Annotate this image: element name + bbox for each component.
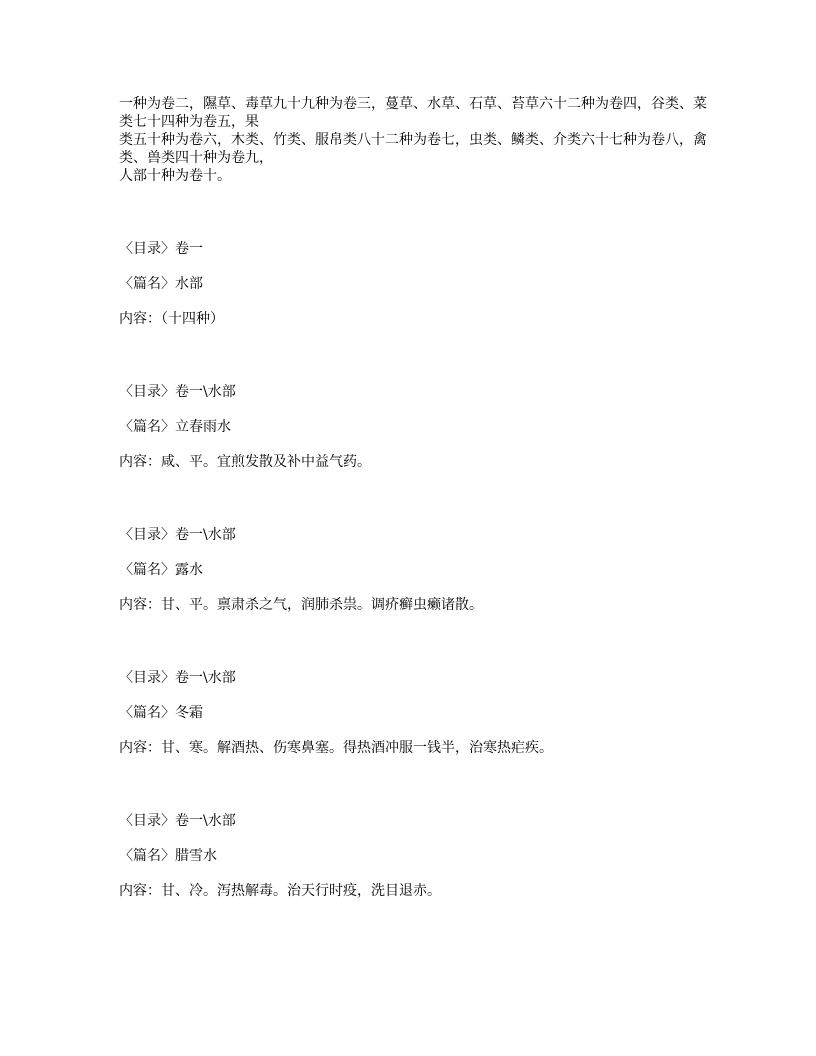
document-page	[119, 95, 709, 900]
entry-catalog: 〈目录〉卷一\水部	[119, 527, 236, 543]
entry-title: 〈篇名〉水部	[119, 276, 203, 292]
intro-line: 人部十种为卷十。	[119, 168, 231, 184]
entry-title: 〈篇名〉冬霜	[119, 705, 203, 721]
entry-catalog: 〈目录〉卷一	[119, 241, 203, 257]
entry	[119, 526, 709, 614]
entry	[119, 812, 709, 900]
entry-content: 内容：咸、平。宜煎发散及补中益气药。	[119, 454, 371, 470]
entry-title: 〈篇名〉露水	[119, 562, 203, 578]
entry-catalog: 〈目录〉卷一\水部	[119, 384, 236, 400]
entry-content: 内容：甘、寒。解酒热、伤寒鼻塞。得热酒冲服一钱半，治寒热疟疾。	[119, 740, 553, 756]
entry	[119, 669, 709, 757]
entry-title: 〈篇名〉立春雨水	[119, 419, 231, 435]
intro-line: 一种为卷二，隰草、毒草九十九种为卷三，蔓草、水草、石草、苔草六十二种为卷四，谷类、菜类七十四种为卷五，果	[119, 96, 707, 130]
entry-content: 内容：甘、冷。泻热解毒。治天行时疫，洗目退赤。	[119, 883, 441, 899]
entry-title: 〈篇名〉腊雪水	[119, 848, 217, 864]
entry-content: 内容：（十四种）	[119, 311, 224, 327]
intro-paragraph	[119, 95, 709, 185]
entry-content: 内容：甘、平。禀肃杀之气，润肺杀祟。调疥癣虫癞诸散。	[119, 597, 483, 613]
entry-catalog: 〈目录〉卷一\水部	[119, 670, 236, 686]
entry	[119, 240, 709, 328]
intro-line: 类五十种为卷六，木类、竹类、服帛类八十二种为卷七，虫类、鳞类、介类六十七种为卷八，禽类、兽类四十种为卷九，	[119, 132, 707, 166]
entry-catalog: 〈目录〉卷一\水部	[119, 813, 236, 829]
entry	[119, 383, 709, 471]
